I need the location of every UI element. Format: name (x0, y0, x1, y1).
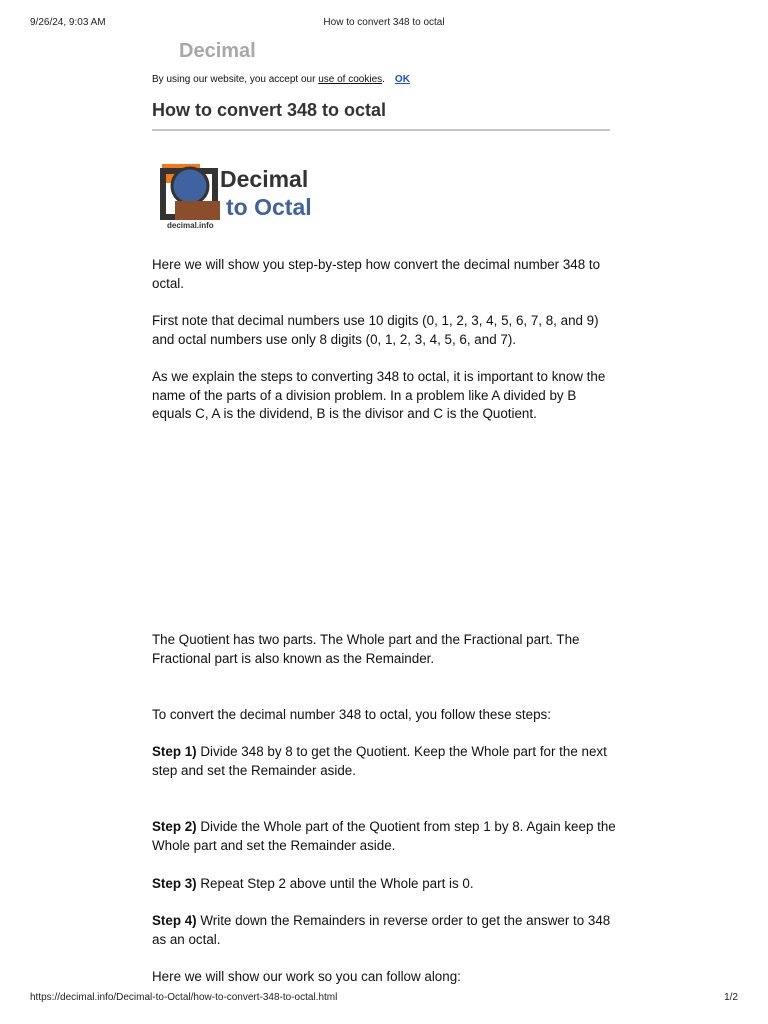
step-4-text: Write down the Remainders in reverse order to get the answer to 348 as an octal. (152, 913, 611, 947)
print-header (30, 17, 738, 31)
quotient-parts-paragraph (152, 631, 617, 668)
intro-paragraph (152, 256, 617, 293)
step-2 (152, 818, 617, 855)
quotient-parts-text: The Quotient has two parts. The Whole part and the Fractional part. The Fractional part is also known as the Remainder. (152, 632, 580, 666)
cookie-ok-button[interactable]: OK (394, 74, 410, 85)
work-intro-text: Here we will show our work so you can follow along: (152, 969, 461, 984)
intro-text: Here we will show you step-by-step how convert the decimal number 348 to octal. (152, 257, 601, 291)
step-4-label: Step 4) (152, 913, 197, 928)
logo-text-decimal: Decimal (220, 166, 309, 192)
print-document-title: How to convert 348 to octal (323, 17, 445, 28)
site-name-link[interactable]: Decimal (179, 40, 256, 62)
cookie-notice-text: By using our website, you accept our (152, 74, 319, 85)
step-2-label: Step 2) (152, 819, 197, 834)
page-title: How to convert 348 to octal (152, 100, 387, 120)
division-terms-paragraph (152, 368, 617, 424)
step-3-label: Step 3) (152, 876, 197, 891)
print-page-number: 1/2 (724, 992, 738, 1003)
step-4 (152, 912, 617, 949)
step-1 (152, 743, 617, 780)
step-3 (152, 875, 617, 894)
print-page-url: https://decimal.info/Decimal-to-Octal/how-to-convert-348-to-octal.html (30, 992, 338, 1003)
step-3-text: Repeat Step 2 above until the Whole part is 0. (196, 876, 474, 891)
logo-mark-icon (160, 163, 222, 221)
decimal-to-octal-logo (160, 163, 330, 233)
division-terms-text: As we explain the steps to converting 348 to octal, it is important to know the name of the parts of a division problem. In a problem like A divided by B equals C, A is the dividend, B is the divisor and C is the Quotient. (152, 369, 606, 422)
logo-blue-circle (172, 168, 208, 204)
print-footer (30, 992, 738, 1006)
step-2-text: Divide the Whole part of the Quotient from step 1 by 8. Again keep the Whole part and set the Remainder aside. (152, 819, 616, 853)
digits-paragraph (152, 312, 617, 349)
logo-domain: decimal.info (167, 221, 214, 230)
cookie-notice-period: . (382, 74, 385, 85)
cookie-notice (152, 74, 410, 85)
work-intro-paragraph (152, 968, 617, 987)
steps-intro-paragraph (152, 706, 617, 725)
title-divider (152, 129, 610, 131)
step-1-text: Divide 348 by 8 to get the Quotient. Keep the Whole part for the next step and set the Remainder aside. (152, 744, 607, 778)
digits-text: First note that decimal numbers use 10 digits (0, 1, 2, 3, 4, 5, 6, 7, 8, and 9) and octal numbers use only 8 digits (0, 1, 2, 3, 4, 5, 6, and 7). (152, 313, 599, 347)
step-1-label: Step 1) (152, 744, 197, 759)
print-datetime: 9/26/24, 9:03 AM (30, 17, 106, 28)
steps-intro-text: To convert the decimal number 348 to octal, you follow these steps: (152, 707, 551, 722)
logo-text-to-octal: to Octal (226, 194, 312, 220)
logo-brown-bar (175, 201, 220, 220)
cookie-policy-link[interactable]: use of cookies (318, 74, 383, 85)
